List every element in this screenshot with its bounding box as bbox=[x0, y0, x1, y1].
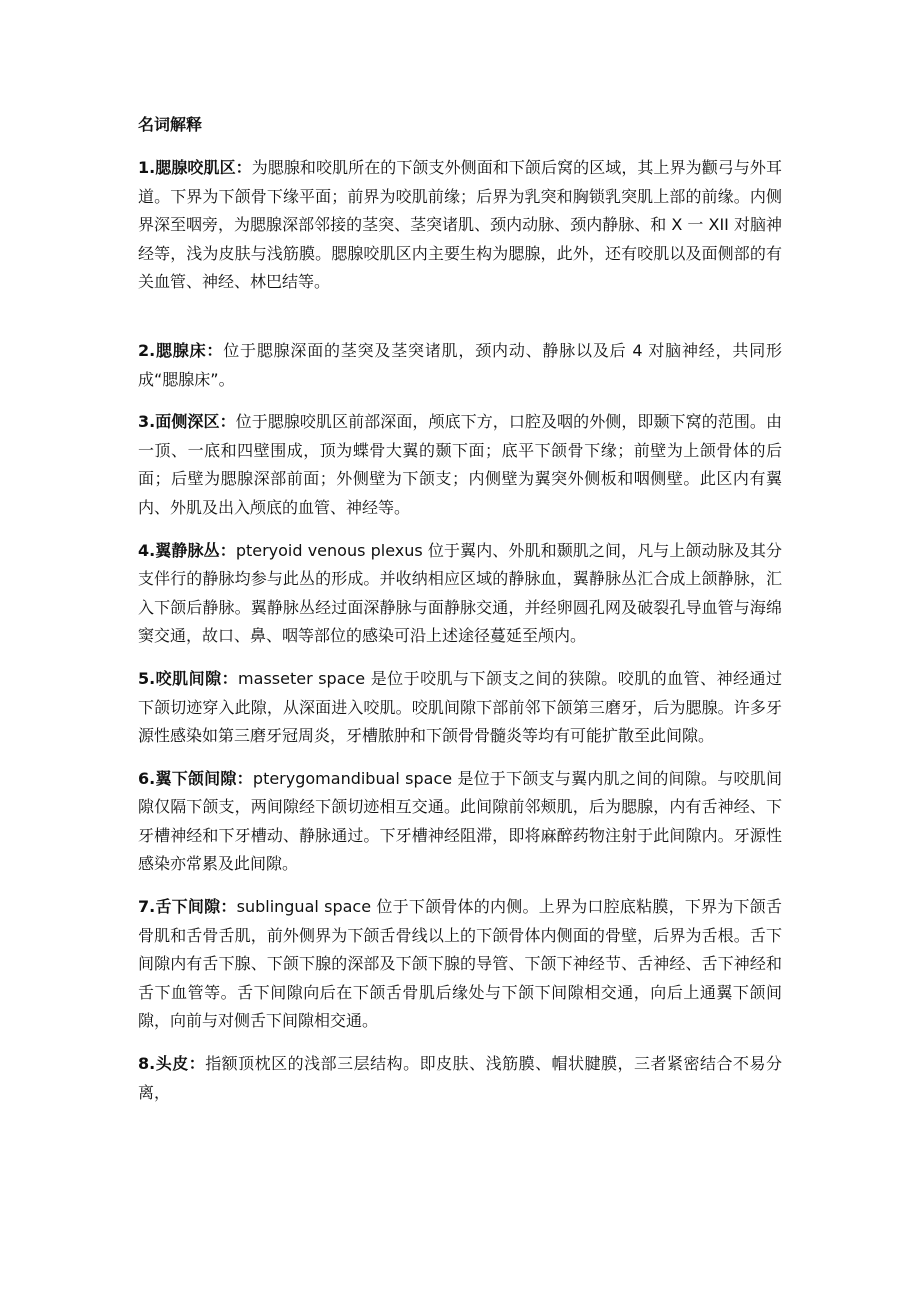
page-title: 名词解释 bbox=[138, 115, 203, 134]
entry-term: 5.咬肌间隙： bbox=[138, 668, 239, 688]
entry-body: masseter space 是位于咬肌与下颌支之间的狭隙。咬肌的血管、神经通过下颌切迹穿入此隙，从深面进入咬肌。咬肌间隙下部前邻下颌第三磨牙，后为腮腺。许多牙源性感染如第三磨牙冠周炎，牙槽脓肿和下颌骨骨髓炎等均有可能扩散至此间隙。 bbox=[138, 668, 782, 746]
entry-masseteric-space bbox=[138, 665, 782, 751]
entry-term: 2.腮腺床： bbox=[138, 340, 224, 360]
entry-pterygomandibular-space bbox=[138, 765, 782, 879]
entry-term: 4.翼静脉丛： bbox=[138, 540, 236, 560]
document-page bbox=[138, 112, 782, 1107]
entry-term: 7.舌下间隙： bbox=[138, 897, 237, 917]
entry-scalp bbox=[138, 1050, 782, 1107]
entry-deep-lateral-facial-region bbox=[138, 408, 782, 522]
entry-term: 6.翼下颌间隙： bbox=[138, 768, 253, 788]
entry-body: 位于腮腺咬肌区前部深面，颅底下方，口腔及咽的外侧，即颞下窝的范围。由一顶、一底和四壁围成，顶为蝶骨大翼的颞下面；底平下颌骨下缘；前壁为上颌骨体的后面；后壁为腮腺深部前面；外侧壁为下颌支；内侧壁为翼突外侧板和咽侧壁。此区内有翼内、外肌及出入颅底的血管、神经等。 bbox=[138, 412, 782, 517]
entry-body: 指额顶枕区的浅部三层结构。即皮肤、浅筋膜、帽状腱膜，三者紧密结合不易分离， bbox=[138, 1054, 782, 1102]
entry-parotid-masseteric-region bbox=[138, 154, 782, 297]
entry-sublingual-space bbox=[138, 893, 782, 1036]
entry-body: pterygomandibual space 是位于下颌支与翼内肌之间的间隙。与咬肌间隙仅隔下颌支，两间隙经下颌切迹相互交通。此间隙前邻颊肌，后为腮腺，内有舌神经、下牙槽神经和下牙槽动、静脉通过。下牙槽神经阻滞，即将麻醉药物注射于此间隙内。牙源性感染亦常累及此间隙。 bbox=[138, 768, 783, 874]
entry-body: sublingual space 位于下颌骨体的内侧。上界为口腔底粘膜，下界为下颌舌骨肌和舌骨舌肌，前外侧界为下颌舌骨线以上的下颌骨体内侧面的骨壁，后界为舌根。舌下间隙内有舌下腺、下颌下腺的深部及下颌下腺的导管、下颌下神经节、舌神经、舌下神经和舌下血管等。舌下间隙向后在下颌舌骨肌后缘处与下颌下间隙相交通，向后上通翼下颌间隙，向前与对侧舌下间隙相交通。 bbox=[138, 897, 782, 1031]
entry-body: 位于腮腺深面的茎突及茎突诸肌，颈内动、静脉以及后 4 对脑神经，共同形成“腮腺床”。 bbox=[138, 340, 782, 389]
entry-body: 为腮腺和咬肌所在的下颌支外侧面和下颌后窝的区域，其上界为颧弓与外耳道。下界为下颌骨下缘平面；前界为咬肌前缘；后界为乳突和胸锁乳突肌上部的前缘。内侧界深至咽旁，为腮腺深部邻接的茎突、茎突诸肌、颈内动脉、颈内静脉、和 X 一 XII 对脑神经等，浅为皮肤与浅筋膜。腮腺咬肌区内主要生构为腮腺，此外，还有咬肌以及面侧部的有关血管、神经、林巴结等。 bbox=[138, 158, 782, 292]
entry-term: 3.面侧深区： bbox=[138, 412, 236, 432]
entry-body: pteryoid venous plexus 位于翼内、外肌和颞肌之间，凡与上颌动脉及其分支伴行的静脉均参与此丛的形成。并收纳相应区域的静脉血，翼静脉丛汇合成上颌静脉，汇入下颌后静脉。翼静脉丛经过面深静脉与面静脉交通，并经卵圆孔网及破裂孔导血管与海绵窦交通，故口、鼻、咽等部位的感染可沿上述途径蔓延至颅内。 bbox=[138, 540, 782, 646]
entry-parotid-bed bbox=[138, 337, 782, 394]
entry-term: 8.头皮： bbox=[138, 1054, 206, 1074]
entry-term: 1.腮腺咬肌区： bbox=[138, 158, 252, 177]
entry-pterygoid-venous-plexus bbox=[138, 537, 782, 651]
